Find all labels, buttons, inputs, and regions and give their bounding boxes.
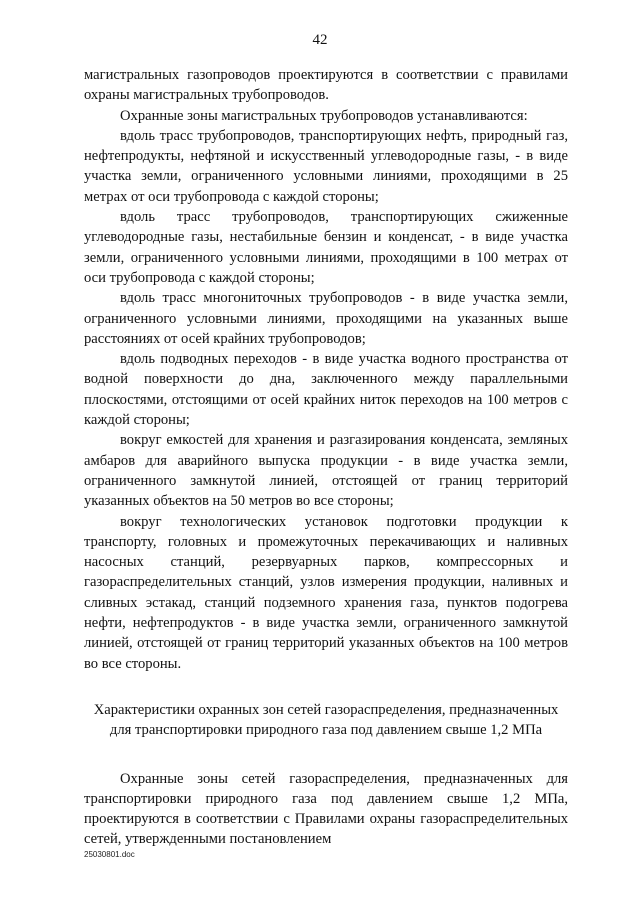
paragraph-item-multiline: вдоль трасс многониточных трубопроводов - в виде участка земли, ограниченного условными линиями, проходящими на указанных выше расстояниях от осей крайних трубопроводов; [84,290,568,347]
paragraph-closing: Охранные зоны сетей газораспределения, предназначенных для транспортировки природного газа под давлением свыше 1,2 МПа, проектируются в соответствии с Правилами охраны газораспределительных сетей, утвержденными постановлением [84,770,568,848]
paragraph-item-liquefied-gas: вдоль трасс трубопроводов, транспортирующих сжиженные углеводородные газы, нестабильные бензин и конденсат, - в виде участка земли, ограниченного условными линиями, проходящими в 100 метрах от оси трубопровода с каждой стороны; [84,209,568,286]
document-body [84,65,568,850]
section-heading-line-1: Характеристики охранных зон сетей газораспределения, предназначенных [93,701,559,718]
page-number: 42 [312,32,328,48]
paragraph-item-installations: вокруг технологических установок подготовки продукции к транспорту, головных и промежуточных перекачивающих и наливных насосных станций, резервуарных парков, компрессорных и газораспределительных станций, узлов измерения продукции, наливных и сливных эстакад, станций подземного хранения газа, пунктов подогрева нефти, нефтепродуктов - в виде участка земли, ограниченного замкнутой линией, отстоящей от границ территорий указанных объектов на 100 метров во все стороны. [84,513,568,672]
paragraph-item-tanks: вокруг емкостей для хранения и разгазирования конденсата, земляных амбаров для аварийного выпуска продукции - в виде участка земли, ограниченного замкнутой линией, отстоящей от границ территорий указанных объектов на 50 метров во все стороны; [84,432,568,510]
section-heading [84,700,568,741]
section-heading-line-2: для транспортировки природного газа под давлением свыше 1,2 МПа [109,722,543,739]
paragraph-continuation: магистральных газопроводов проектируются в соответствии с правилами охраны магистральных трубопроводов. [84,67,568,104]
paragraph-intro: Охранные зоны магистральных трубопроводов устанавливаются: [120,107,528,124]
paragraph-item-oil-gas: вдоль трасс трубопроводов, транспортирующих нефть, природный газ, нефтепродукты, нефтяной и искусственный углеводородные газы, - в виде участка земли, ограниченного условными линиями, проходящими в 25 метрах от оси трубопровода с каждой стороны; [84,127,568,205]
footer-filename: 25030801.doc [84,850,135,859]
paragraph-item-underwater: вдоль подводных переходов - в виде участка водного пространства от водной поверхности до дна, заключенного между параллельными плоскостями, отстоящими от осей крайних ниток переходов на 100 метров с каждой стороны; [84,351,568,429]
